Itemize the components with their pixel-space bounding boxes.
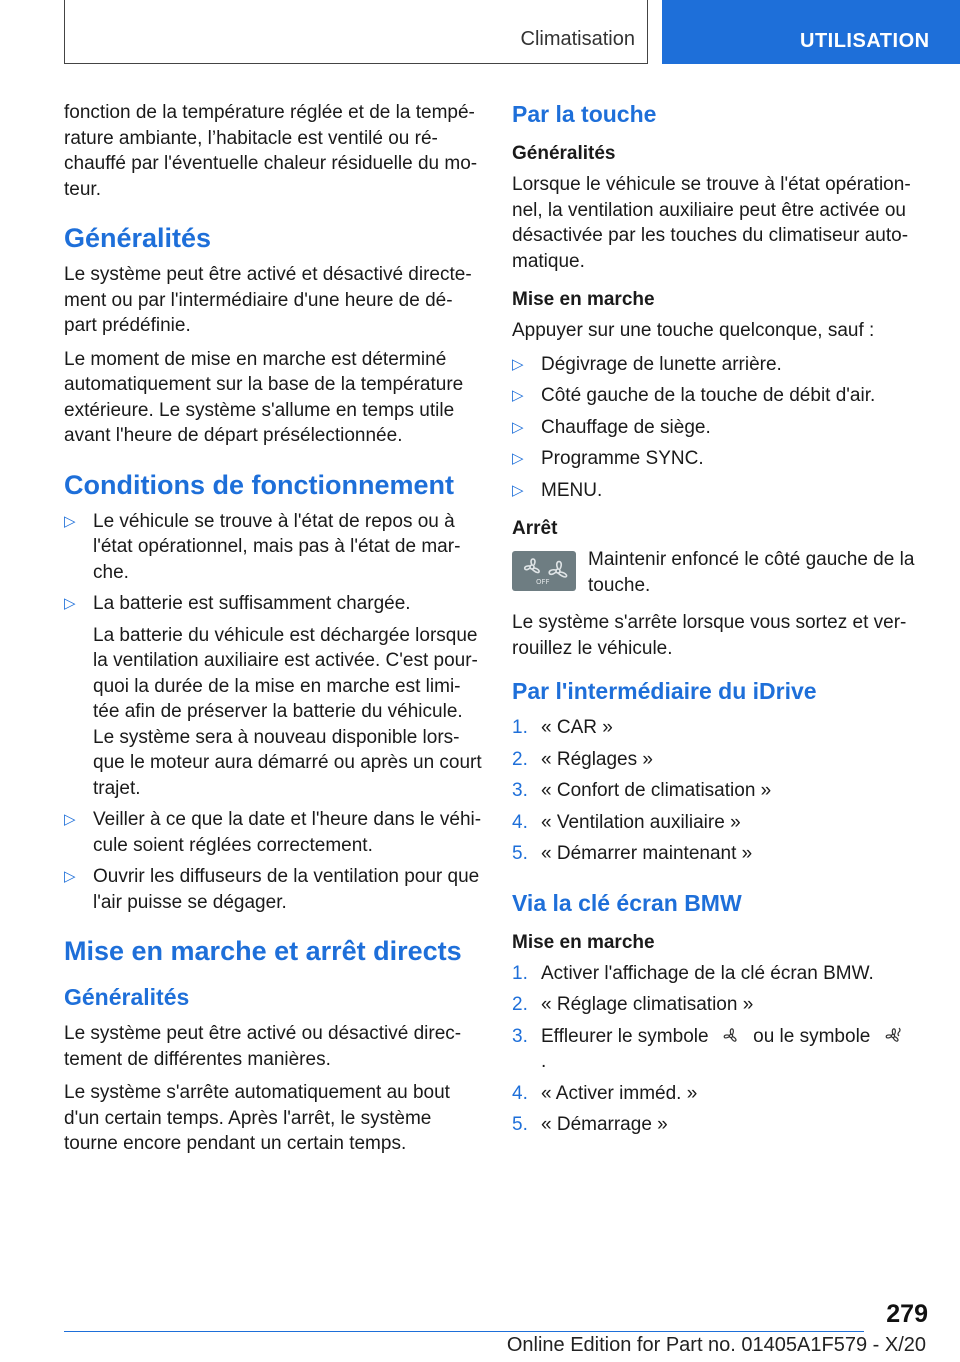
fan-outline-icon — [720, 1025, 742, 1047]
general-paragraph-2: Le moment de mise en marche est déterminé automatiquement sur la base de la température extérieure. Le système s'allume en temps utile avant l'heure de départ présélectionnée. — [64, 348, 464, 446]
idrive-step: 4. « Ventilation auxiliaire » — [512, 811, 741, 833]
bullet-triangle-icon: ▷ — [512, 418, 524, 436]
cle-step: 3. Effleurer le symbole ou le symbole . — [512, 1024, 916, 1075]
mise-paragraph: Appuyer sur une touche quelconque, sauf : — [512, 320, 875, 341]
direct-paragraph-2: Le système s'arrête automatiquement au bout d'un certain temps. Après l'arrêt, le système tourne encore pendant un certain temps. — [64, 1082, 450, 1154]
condition-note: La batterie du véhicule est déchargée lorsque la ventilation auxiliaire est activée. C'est pour-quoi la durée de la mise en marche est limi-tée afin de préserver la batterie du véhicule. Le système sera à nouveau disponible lors-que le moteur aura démarré ou après un court trajet. — [93, 624, 482, 799]
cle-step: 2. « Réglage climatisation » — [512, 994, 754, 1015]
heading-mise-en-marche: Mise en marche — [512, 289, 655, 310]
exception-item: ▷ Chauffage de siège. — [512, 415, 916, 441]
condition-item: ▷ Ouvrir les diffuseurs de la ventilation pour que l'air puisse se dégager. — [64, 866, 480, 913]
header-chapter-tab: UTILISATION — [662, 0, 960, 64]
bullet-triangle-icon: ▷ — [512, 450, 524, 467]
bullet-triangle-icon: ▷ — [512, 387, 524, 404]
heading-arret: Arrêt — [512, 518, 558, 539]
touche-paragraph: Lorsque le véhicule se trouve à l'état opération-nel, la ventilation auxiliaire peut être activée ou désactivée par les touches du climatiseur auto-matique. — [512, 174, 911, 272]
left-column — [64, 100, 482, 1165]
intro-paragraph: fonction de la température réglée et de la tempé-rature ambiante, l’habitacle est ventilé ou ré-chauffé par l'éventuelle chaleur résiduelle du mo-teur. — [64, 102, 478, 200]
heading-touche: Par la touche — [512, 101, 657, 127]
header-section-title: Climatisation — [520, 28, 635, 50]
heading-direct: Mise en marche et arrêt directs — [64, 936, 462, 966]
page-number: 279 — [886, 1300, 928, 1328]
general-paragraph-1: Le système peut être activé et désactivé directe-ment ou par l'intermédiaire d'une heure de dé-part prédéfinie. — [64, 264, 472, 336]
heading-cle-mise: Mise en marche — [512, 931, 655, 953]
bullet-triangle-icon: ▷ — [512, 355, 524, 373]
bullet-triangle-icon: ▷ — [64, 595, 76, 612]
cle-step: 4. « Activer imméd. » — [512, 1082, 698, 1104]
idrive-step: 5. « Démarrer maintenant » — [512, 843, 753, 864]
heading-direct-general: Généralités — [64, 984, 190, 1010]
fan-heat-icon — [882, 1025, 904, 1047]
svg-text:OFF: OFF — [536, 578, 550, 586]
cle-step: 1. Activer l'affichage de la clé écran BMW. — [512, 962, 874, 984]
direct-paragraph-1: Le système peut être activé ou désactivé direc-tement de différentes manières. — [64, 1023, 462, 1070]
idrive-step: 2. « Réglages » — [512, 748, 653, 770]
exception-item: ▷ Programme SYNC. — [512, 446, 916, 472]
exception-item: ▷ Côté gauche de la touche de débit d'air. — [512, 383, 916, 409]
heading-idrive: Par l'intermédiaire du iDrive — [512, 678, 817, 704]
cle-step: 5. « Démarrage » — [512, 1114, 668, 1135]
exception-item: ▷ Dégivrage de lunette arrière. — [512, 352, 916, 378]
footer-divider — [64, 1331, 864, 1332]
condition-item: ▷ Veiller à ce que la date et l'heure dans le véhi-cule soient réglées correctement. — [64, 809, 482, 856]
arret-instruction — [512, 547, 916, 598]
bullet-triangle-icon: ▷ — [64, 811, 76, 828]
bullet-triangle-icon: ▷ — [64, 512, 76, 530]
idrive-step: 1. « CAR » — [512, 717, 613, 738]
arret-paragraph: Le système s'arrête lorsque vous sortez et ver-rouillez le véhicule. — [512, 612, 907, 659]
idrive-step: 3. « Confort de climatisation » — [512, 780, 772, 801]
heading-conditions: Conditions de fonctionnement — [64, 469, 454, 500]
condition-item: ▷ Le véhicule se trouve à l'état de repos ou à l'état opérationnel, mais pas à l'état de mar-che. — [64, 510, 461, 583]
right-column — [512, 100, 916, 1144]
heading-general: Généralités — [64, 223, 212, 253]
bullet-triangle-icon: ▷ — [512, 481, 524, 499]
footer-edition: Online Edition for Part no. 01405A1F579 - X/20 — [506, 1334, 926, 1356]
heading-touche-general: Généralités — [512, 143, 616, 164]
fan-off-button-icon — [512, 551, 576, 591]
condition-item: ▷ La batterie est suffisamment chargée. — [64, 591, 482, 617]
exception-item: ▷ MENU. — [512, 478, 916, 504]
arret-text: Maintenir enfoncé le côté gauche de la touche. — [588, 549, 915, 596]
bullet-triangle-icon: ▷ — [64, 868, 76, 885]
heading-cle: Via la clé écran BMW — [512, 889, 742, 916]
